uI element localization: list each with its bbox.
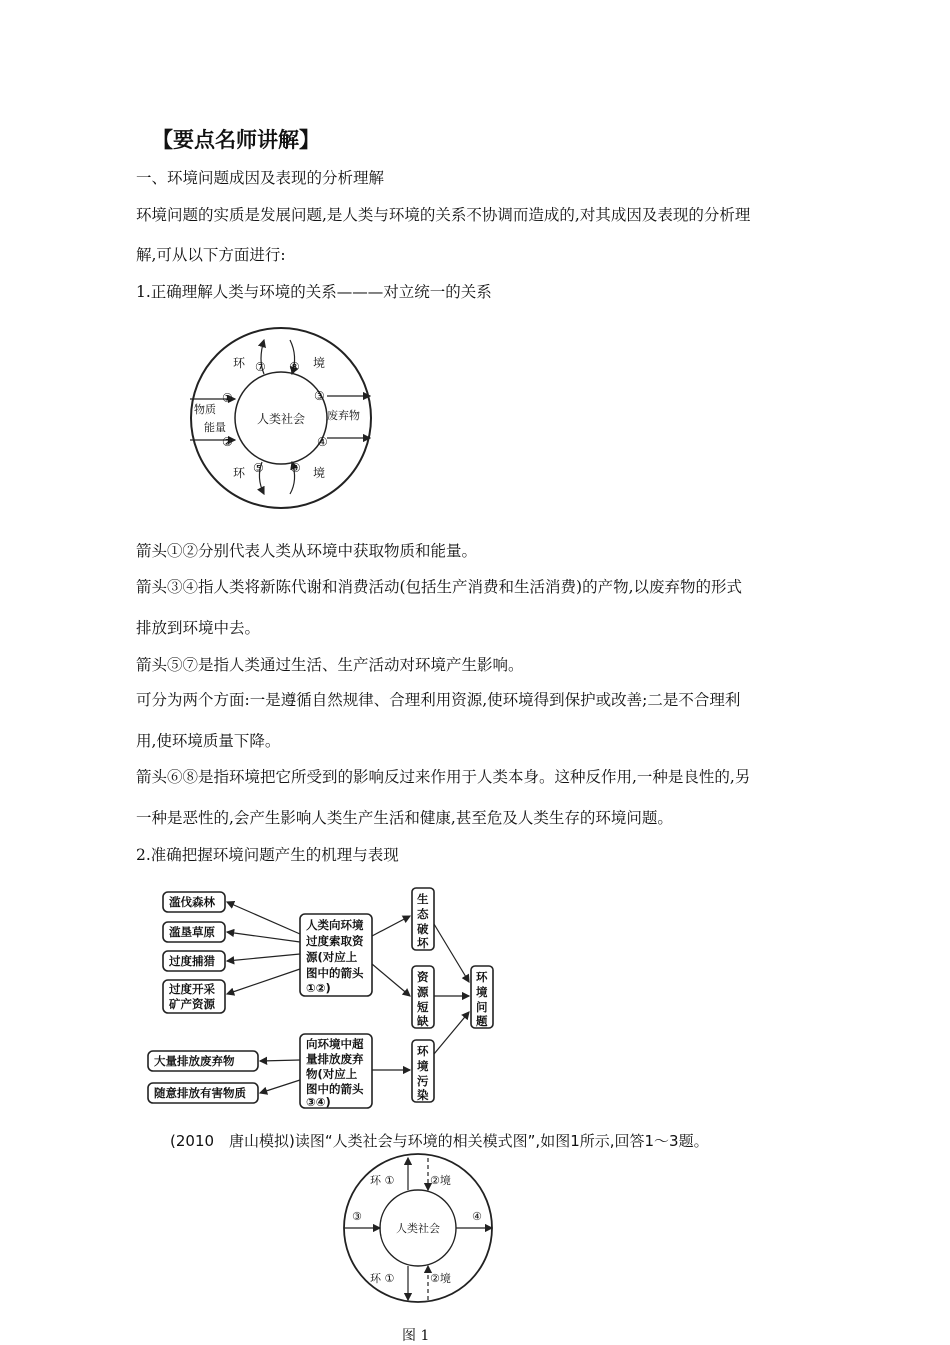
- corner-label: ②境: [430, 1272, 451, 1285]
- flow-item: ③④): [306, 1095, 331, 1109]
- flow-item: 资: [417, 970, 429, 984]
- flow-item: 环: [417, 1044, 429, 1058]
- paragraph-line: 排放到环境中去。: [136, 619, 261, 637]
- num-label: ⑤: [253, 461, 264, 475]
- flow-item: 题: [476, 1014, 488, 1028]
- item-heading: 2.准确把握环境问题产生的机理与表现: [136, 846, 399, 864]
- flow-item: 缺: [417, 1014, 429, 1028]
- mechanism-flowchart: [140, 884, 500, 1110]
- center-label: 人类社会: [256, 412, 306, 426]
- env-label: 环: [233, 356, 246, 370]
- flow-item: 大量排放废弃物: [154, 1054, 235, 1068]
- paragraph-line: 箭头③④指人类将新陈代谢和消费活动(包括生产消费和生活消费)的产物,以废弃物的形式: [136, 578, 743, 596]
- flow-item: 染: [417, 1088, 429, 1102]
- figure-label: 图 1: [402, 1328, 430, 1344]
- paragraph-line: 可分为两个方面:一是遵循自然规律、合理利用资源,使环境得到保护或改善;二是不合理利: [136, 691, 741, 709]
- corner-label: ②境: [430, 1174, 451, 1187]
- num-label: ⑧: [289, 360, 300, 374]
- flow-item: 污: [417, 1074, 429, 1088]
- paragraph-line: 箭头⑤⑦是指人类通过生活、生产活动对环境产生影响。: [136, 656, 524, 674]
- flow-item: 人类向环境: [306, 918, 364, 932]
- flow-item: 矿产资源: [169, 997, 215, 1011]
- flow-item: 过度捕猎: [169, 954, 215, 968]
- flow-item: 随意排放有害物质: [154, 1086, 246, 1100]
- num-label: ③: [314, 389, 325, 403]
- flow-item: 态: [417, 907, 429, 921]
- paragraph-line: 用,使环境质量下降。: [136, 732, 281, 750]
- question-caption: (2010 唐山模拟)读图“人类社会与环境的相关模式图”,如图1所示,回答1～3题。: [170, 1132, 709, 1150]
- flow-item: 境: [417, 1059, 429, 1073]
- flow-item: 生: [417, 892, 429, 906]
- flow-item: 量排放废弃: [306, 1052, 364, 1066]
- num-label: ⑥: [290, 461, 301, 475]
- paragraph-line: 环境问题的实质是发展问题,是人类与环境的关系不协调而造成的,对其成因及表现的分析理: [136, 206, 751, 224]
- matter-label: 物质: [194, 403, 216, 416]
- paragraph-line: 箭头①②分别代表人类从环境中获取物质和能量。: [136, 542, 478, 560]
- corner-label: 环 ①: [370, 1174, 395, 1187]
- flow-item: 源: [417, 985, 429, 999]
- flow-item: 过度索取资: [306, 934, 364, 948]
- waste-label: 废弃物: [327, 409, 360, 422]
- num-label: ⑦: [255, 360, 266, 374]
- side-label: ③: [352, 1210, 362, 1223]
- flow-item: 破: [417, 922, 429, 936]
- flow-item: ①②): [306, 981, 331, 995]
- num-label: ①: [222, 391, 233, 405]
- human-society-environment-model: [338, 1150, 498, 1310]
- paragraph-line: 一种是恶性的,会产生影响人类生产生活和健康,甚至危及人类生存的环境问题。: [136, 809, 673, 827]
- paragraph-line: 解,可从以下方面进行:: [136, 246, 286, 264]
- flow-item: 坏: [417, 936, 429, 950]
- page-heading: 【要点名师讲解】: [152, 128, 320, 152]
- side-label: ④: [472, 1210, 482, 1223]
- flow-item: 图中的箭头: [306, 966, 364, 980]
- section-title: 一、环境问题成因及表现的分析理解: [136, 169, 385, 187]
- flow-item: 过度开采: [169, 982, 215, 996]
- num-label: ④: [317, 435, 328, 449]
- item-heading: 1.正确理解人类与环境的关系———对立统一的关系: [136, 283, 492, 301]
- flow-item: 图中的箭头: [306, 1082, 364, 1096]
- flow-item: 滥垦草原: [169, 925, 215, 939]
- flow-item: 滥伐森林: [169, 895, 215, 909]
- flow-item: 物(对应上: [306, 1067, 358, 1081]
- env-label: 境: [313, 356, 326, 370]
- energy-label: 能量: [204, 421, 226, 434]
- env-label: 境: [313, 466, 326, 480]
- paragraph-line: 箭头⑥⑧是指环境把它所受到的影响反过来作用于人类本身。这种反作用,一种是良性的,另: [136, 768, 751, 786]
- flow-item: 境: [476, 985, 488, 999]
- flow-item: 问: [476, 1000, 488, 1014]
- num-label: ②: [222, 435, 233, 449]
- center-label: 人类社会: [396, 1222, 440, 1235]
- corner-label: 环 ①: [370, 1272, 395, 1285]
- human-environment-diagram: [186, 322, 376, 514]
- flow-item: 短: [417, 1000, 429, 1014]
- env-label: 环: [233, 466, 246, 480]
- flow-item: 向环境中超: [306, 1037, 364, 1051]
- flow-item: 源(对应上: [306, 950, 358, 964]
- flow-item: 环: [476, 970, 488, 984]
